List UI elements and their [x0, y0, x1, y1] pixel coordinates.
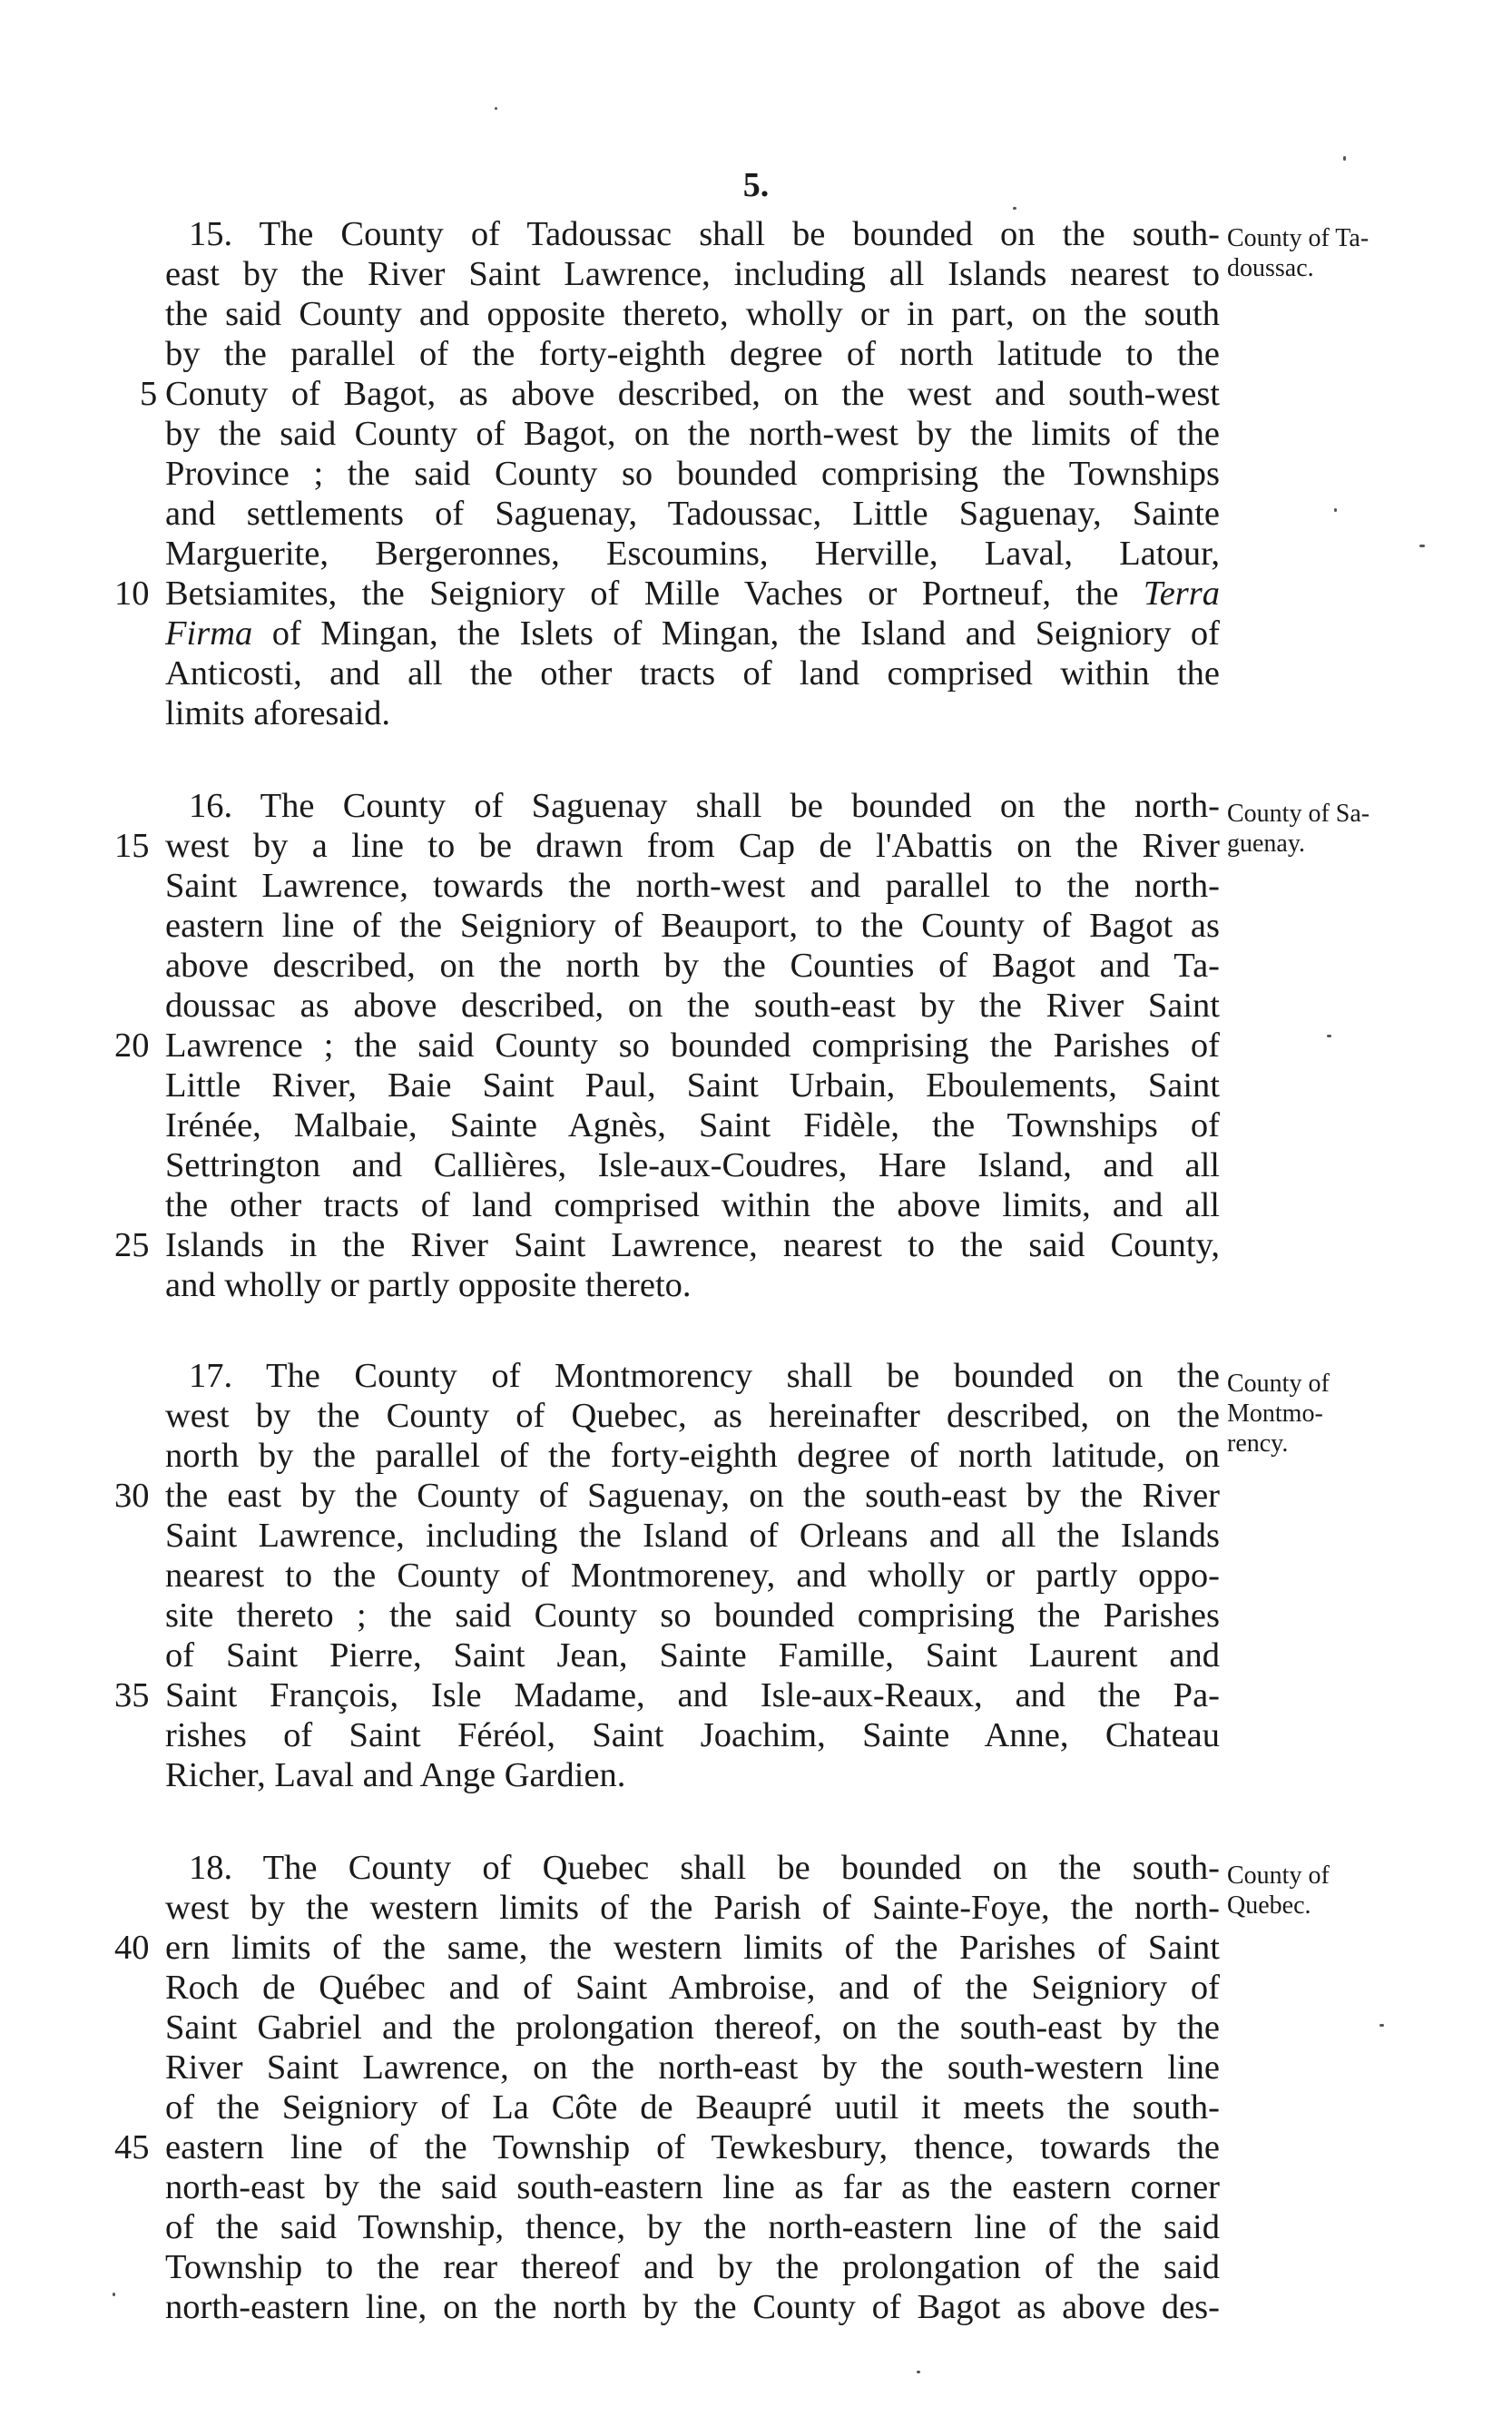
text-line: Marguerite, Bergeronnes, Escoumins, Herville, Laval, Latour, [165, 535, 1220, 573]
text-line: Betsiamites, the Seigniory of Mille Vaches or Portneuf, the Terra [165, 575, 1220, 613]
text-line: west by the County of Quebec, as hereinafter described, on the [165, 1397, 1220, 1435]
scan-speck [1327, 1035, 1331, 1037]
margin-note: County of [1227, 1861, 1330, 1890]
line-number: 20 [114, 1026, 150, 1065]
margin-note: County of [1227, 1370, 1330, 1398]
text-line: Roch de Québec and of Saint Ambroise, and of the Seigniory of [165, 1969, 1220, 2007]
text-line: limits aforesaid. [165, 694, 391, 732]
text-line: Township to the rear thereof and by the prolongation of the said [165, 2248, 1220, 2286]
text-line: 15. The County of Tadoussac shall be bounded on the south- [189, 215, 1220, 253]
text-line: Little River, Baie Saint Paul, Saint Urbain, Eboulements, Saint [165, 1066, 1220, 1105]
text-line: of Saint Pierre, Saint Jean, Sainte Famille, Saint Laurent and [165, 1636, 1220, 1675]
text-line: by the said County of Bagot, on the north-west by the limits of the [165, 415, 1220, 453]
scan-speck [1334, 508, 1337, 512]
text-line: rishes of Saint Féréol, Saint Joachim, Sainte Anne, Chateau [165, 1716, 1220, 1754]
text-line: and wholly or partly opposite thereto. [165, 1266, 692, 1304]
scan-speck [1343, 156, 1346, 161]
text-line: 16. The County of Saguenay shall be bounded on the north- [189, 787, 1220, 825]
text-line: of the said Township, thence, by the north-eastern line of the said [165, 2208, 1220, 2246]
text-line: Firma of Mingan, the Islets of Mingan, the Island and Seigniory of [165, 614, 1220, 653]
line-number: 40 [114, 1929, 150, 1967]
text-line: Lawrence ; the said County so bounded comprising the Parishes of [165, 1026, 1220, 1065]
text-line: Province ; the said County so bounded comprising the Townships [165, 455, 1220, 493]
scan-speck [113, 2293, 115, 2296]
line-number: 45 [114, 2128, 150, 2166]
margin-note: rency. [1227, 1429, 1289, 1458]
margin-note: Montmo- [1227, 1400, 1323, 1428]
text-line: eastern line of the Seigniory of Beauport, to the County of Bagot as [165, 907, 1220, 945]
text-line: north by the parallel of the forty-eighth degree of north latitude, on [165, 1437, 1220, 1475]
line-number: 5 [140, 375, 158, 413]
text-line: Richer, Laval and Ange Gardien. [165, 1756, 626, 1794]
scan-speck [1419, 545, 1425, 547]
text-line: above described, on the north by the Counties of Bagot and Ta- [165, 947, 1220, 985]
text-line: north-east by the said south-eastern line as far as the eastern corner [165, 2168, 1220, 2206]
text-line: north-eastern line, on the north by the County of Bagot as above des- [165, 2288, 1220, 2326]
line-number: 30 [114, 1477, 150, 1515]
text-line: east by the River Saint Lawrence, including all Islands nearest to [165, 255, 1220, 293]
line-number: 25 [114, 1226, 150, 1264]
line-number: 15 [114, 827, 150, 865]
text-line: doussac as above described, on the south-east by the River Saint [165, 987, 1220, 1025]
text-line: 18. The County of Quebec shall be bounded on the south- [189, 1849, 1220, 1887]
text-line: eastern line of the Township of Tewkesbury, thence, towards the [165, 2128, 1220, 2166]
margin-note: guenay. [1227, 830, 1306, 858]
line-number: 10 [114, 575, 150, 613]
text-line: site thereto ; the said County so bounded comprising the Parishes [165, 1596, 1220, 1635]
text-line: Islands in the River Saint Lawrence, nearest to the said County, [165, 1226, 1220, 1264]
text-line: Saint Lawrence, including the Island of Orleans and all the Islands [165, 1517, 1220, 1555]
scan-speck [1013, 207, 1016, 210]
text-line: ern limits of the same, the western limits of the Parishes of Saint [165, 1929, 1220, 1967]
text-line: nearest to the County of Montmoreney, and wholly or partly oppo- [165, 1557, 1220, 1595]
text-line: Settrington and Callières, Isle-aux-Coudres, Hare Island, and all [165, 1146, 1220, 1184]
text-line: west by the western limits of the Parish of Sainte-Foye, the north- [165, 1889, 1220, 1927]
text-line: of the Seigniory of La Côte de Beaupré uutil it meets the south- [165, 2088, 1220, 2127]
text-line: Anticosti, and all the other tracts of land comprised within the [165, 654, 1220, 692]
text-line: Saint Lawrence, towards the north-west and parallel to the north- [165, 867, 1220, 905]
margin-note: doussac. [1227, 254, 1314, 282]
text-line: 17. The County of Montmorency shall be bounded on the [189, 1357, 1220, 1395]
text-line: and settlements of Saguenay, Tadoussac, Little Saguenay, Sainte [165, 495, 1220, 533]
text-line: Saint François, Isle Madame, and Isle-aux-Reaux, and the Pa- [165, 1676, 1220, 1714]
page-number: 5. [742, 166, 770, 204]
text-line: Irénée, Malbaie, Sainte Agnès, Saint Fidèle, the Townships of [165, 1106, 1220, 1144]
text-line: River Saint Lawrence, on the north-east by the south-western line [165, 2048, 1220, 2087]
margin-note: Quebec. [1227, 1891, 1311, 1920]
text-line: the said County and opposite thereto, wholly or in part, on the south [165, 295, 1220, 333]
text-line: the other tracts of land comprised within the above limits, and all [165, 1186, 1220, 1224]
line-number: 35 [114, 1676, 150, 1714]
scan-speck [495, 107, 497, 110]
text-line: west by a line to be drawn from Cap de l'Abattis on the River [165, 827, 1220, 865]
scan-speck [1379, 2024, 1384, 2027]
text-line: Conuty of Bagot, as above described, on the west and south-west [165, 375, 1220, 413]
scan-speck [917, 2371, 920, 2373]
margin-note: County of Ta- [1227, 224, 1370, 252]
text-line: by the parallel of the forty-eighth degree of north latitude to the [165, 335, 1220, 373]
text-line: the east by the County of Saguenay, on the south-east by the River [165, 1477, 1220, 1515]
margin-note: County of Sa- [1227, 800, 1370, 828]
text-line: Saint Gabriel and the prolongation thereof, on the south-east by the [165, 2009, 1220, 2047]
